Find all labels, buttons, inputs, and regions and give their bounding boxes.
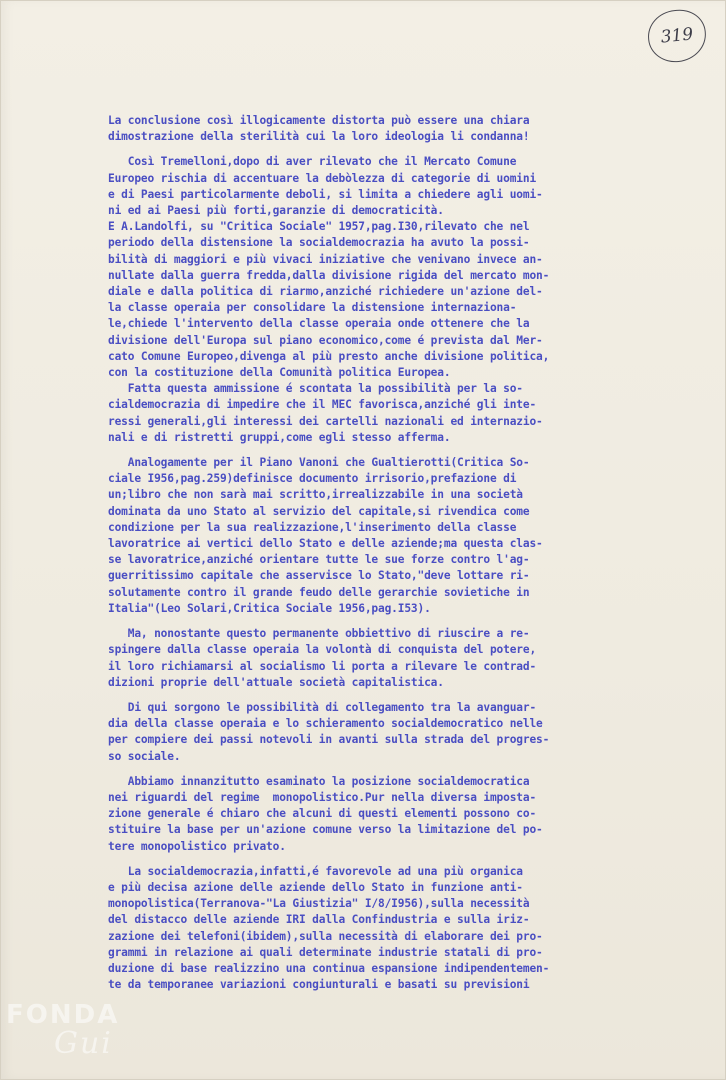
text-line: cato Comune Europeo,divenga al più presto anche divisione politica, xyxy=(108,349,550,363)
text-line: duzione di base realizzino una continua espansione indipendentemen- xyxy=(108,961,550,975)
paragraph xyxy=(108,626,683,691)
text-line: nullate dalla guerra fredda,dalla divisione rigida del mercato mon- xyxy=(108,268,550,282)
text-line: cialdemocrazia di impedire che il MEC favorisca,anziché gli inte- xyxy=(108,398,537,412)
text-line: nali e di ristretti gruppi,come egli stesso afferma. xyxy=(108,430,451,444)
text-line: dizioni proprie dell'attuale società capitalistica. xyxy=(108,675,444,689)
text-line: diale e dalla politica di riarmo,anziché richiedere un'azione del- xyxy=(108,285,543,299)
text-line: E A.Landolfi, su "Critica Sociale" 1957,pag.I30,rilevato che nel xyxy=(108,220,530,234)
watermark-line-1: FONDA xyxy=(6,1000,120,1030)
text-line: zione generale é chiaro che alcuni di questi elementi possono co- xyxy=(108,807,537,821)
text-line: lavoratrice ai vertici dello Stato e delle aziende;ma questa clas- xyxy=(108,537,543,551)
text-line: bilità di maggiori e più vivaci iniziative che venivano invece an- xyxy=(108,252,543,266)
text-line: condizione per la sua realizzazione,l'inserimento della classe xyxy=(108,520,517,534)
text-line: e più decisa azione delle aziende dello Stato in funzione anti- xyxy=(108,880,523,894)
paragraph xyxy=(108,774,683,855)
text-line: del distacco delle aziende IRI dalla Confindustria e sulla iriz- xyxy=(108,913,530,927)
archive-watermark xyxy=(6,1000,119,1061)
text-line: Abbiamo innanzitutto esaminato la posizione socialdemocratica xyxy=(108,774,530,788)
text-line: Così Tremelloni,dopo di aver rilevato che il Mercato Comune xyxy=(108,155,517,169)
text-line: nei riguardi del regime monopolistico.Pur nella diversa imposta- xyxy=(108,790,537,804)
text-line: La socialdemocrazia,infatti,é favorevole ad una più organica xyxy=(108,864,523,878)
paragraph xyxy=(108,219,683,381)
text-line: Fatta questa ammissione é scontata la possibilità per la so- xyxy=(108,382,523,396)
text-line: tere monopolistico privato. xyxy=(108,839,286,853)
watermark-line-2: Gui xyxy=(54,1026,113,1061)
text-line: La conclusione così illogicamente distorta può essere una chiara xyxy=(108,114,530,127)
text-line: solutamente contro il grande feudo delle gerarchie sovietiche in xyxy=(108,585,530,599)
text-line: grammi in relazione ai quali determinate industrie statali di pro- xyxy=(108,945,543,959)
typewritten-body xyxy=(108,113,683,1002)
text-line: Ma, nonostante questo permanente obbiettivo di riuscire a re- xyxy=(108,627,530,641)
text-line: la classe operaia per consolidare la distensione internaziona- xyxy=(108,301,517,315)
text-line: spingere dalla classe operaia la volontà di conquista del potere, xyxy=(108,643,537,657)
text-line: te da temporanee variazioni congiunturali e basati su previsioni xyxy=(108,978,530,992)
text-line: con la costituzione della Comunità politica Europea. xyxy=(108,366,451,380)
text-line: ni ed ai Paesi più forti,garanzie di democraticità. xyxy=(108,204,444,218)
text-line: un;libro che non sarà mai scritto,irrealizzabile in una società xyxy=(108,488,523,502)
page-number-stamp xyxy=(645,7,708,65)
text-line: Italia"(Leo Solari,Critica Sociale 1956,pag.I53). xyxy=(108,601,431,615)
paragraph xyxy=(108,700,683,765)
text-line: dia della classe operaia e lo schieramento socialdemocratico nelle xyxy=(108,717,543,731)
text-line: il loro richiamarsi al socialismo li porta a rilevare le contrad- xyxy=(108,659,537,673)
text-line: zazione dei telefoni(ibidem),sulla necessità di elaborare dei pro- xyxy=(108,929,543,943)
page-number: 319 xyxy=(659,24,695,48)
text-line: ressi generali,gli interessi dei cartelli nazionali ed internazio- xyxy=(108,414,543,428)
text-line: le,chiede l'intervento della classe operaia onde ottenere che la xyxy=(108,317,530,331)
text-line: ciale I956,pag.259)definisce documento irrisorio,prefazione di xyxy=(108,472,517,486)
text-line: guerritissimo capitale che asservisce lo Stato,"deve lottare ri- xyxy=(108,569,530,583)
text-line: so sociale. xyxy=(108,749,181,763)
paragraph xyxy=(108,113,683,145)
paragraph xyxy=(108,154,683,219)
paragraph xyxy=(108,381,683,446)
text-line: monopolistica(Terranova-"La Giustizia" I/8/I956),sulla necessità xyxy=(108,897,530,911)
text-line: Analogamente per il Piano Vanoni che Gualtierotti(Critica So- xyxy=(108,456,530,470)
text-line: e di Paesi particolarmente deboli, si limita a chiedere agli uomi- xyxy=(108,187,543,201)
text-line: Europeo rischia di accentuare la debòlezza di categorie di uomini xyxy=(108,171,537,185)
text-line: dimostrazione della sterilità cui la loro ideologia li condanna! xyxy=(108,130,530,144)
text-line: stituire la base per un'azione comune verso la limitazione del po- xyxy=(108,823,543,837)
text-line: per compiere dei passi notevoli in avanti sulla strada del progres- xyxy=(108,733,550,747)
text-line: dominata da uno Stato al servizio del capitale,si rivendica come xyxy=(108,504,530,518)
text-line: periodo della distensione la socialdemocrazia ha avuto la possi- xyxy=(108,236,530,250)
text-line: divisione dell'Europa sul piano economico,come é prevista dal Mer- xyxy=(108,333,543,347)
paragraph xyxy=(108,455,683,617)
paragraph xyxy=(108,864,683,994)
text-line: Di qui sorgono le possibilità di collegamento tra la avanguar- xyxy=(108,700,537,714)
text-line: se lavoratrice,anziché orientare tutte le sue forze contro l'ag- xyxy=(108,553,530,567)
